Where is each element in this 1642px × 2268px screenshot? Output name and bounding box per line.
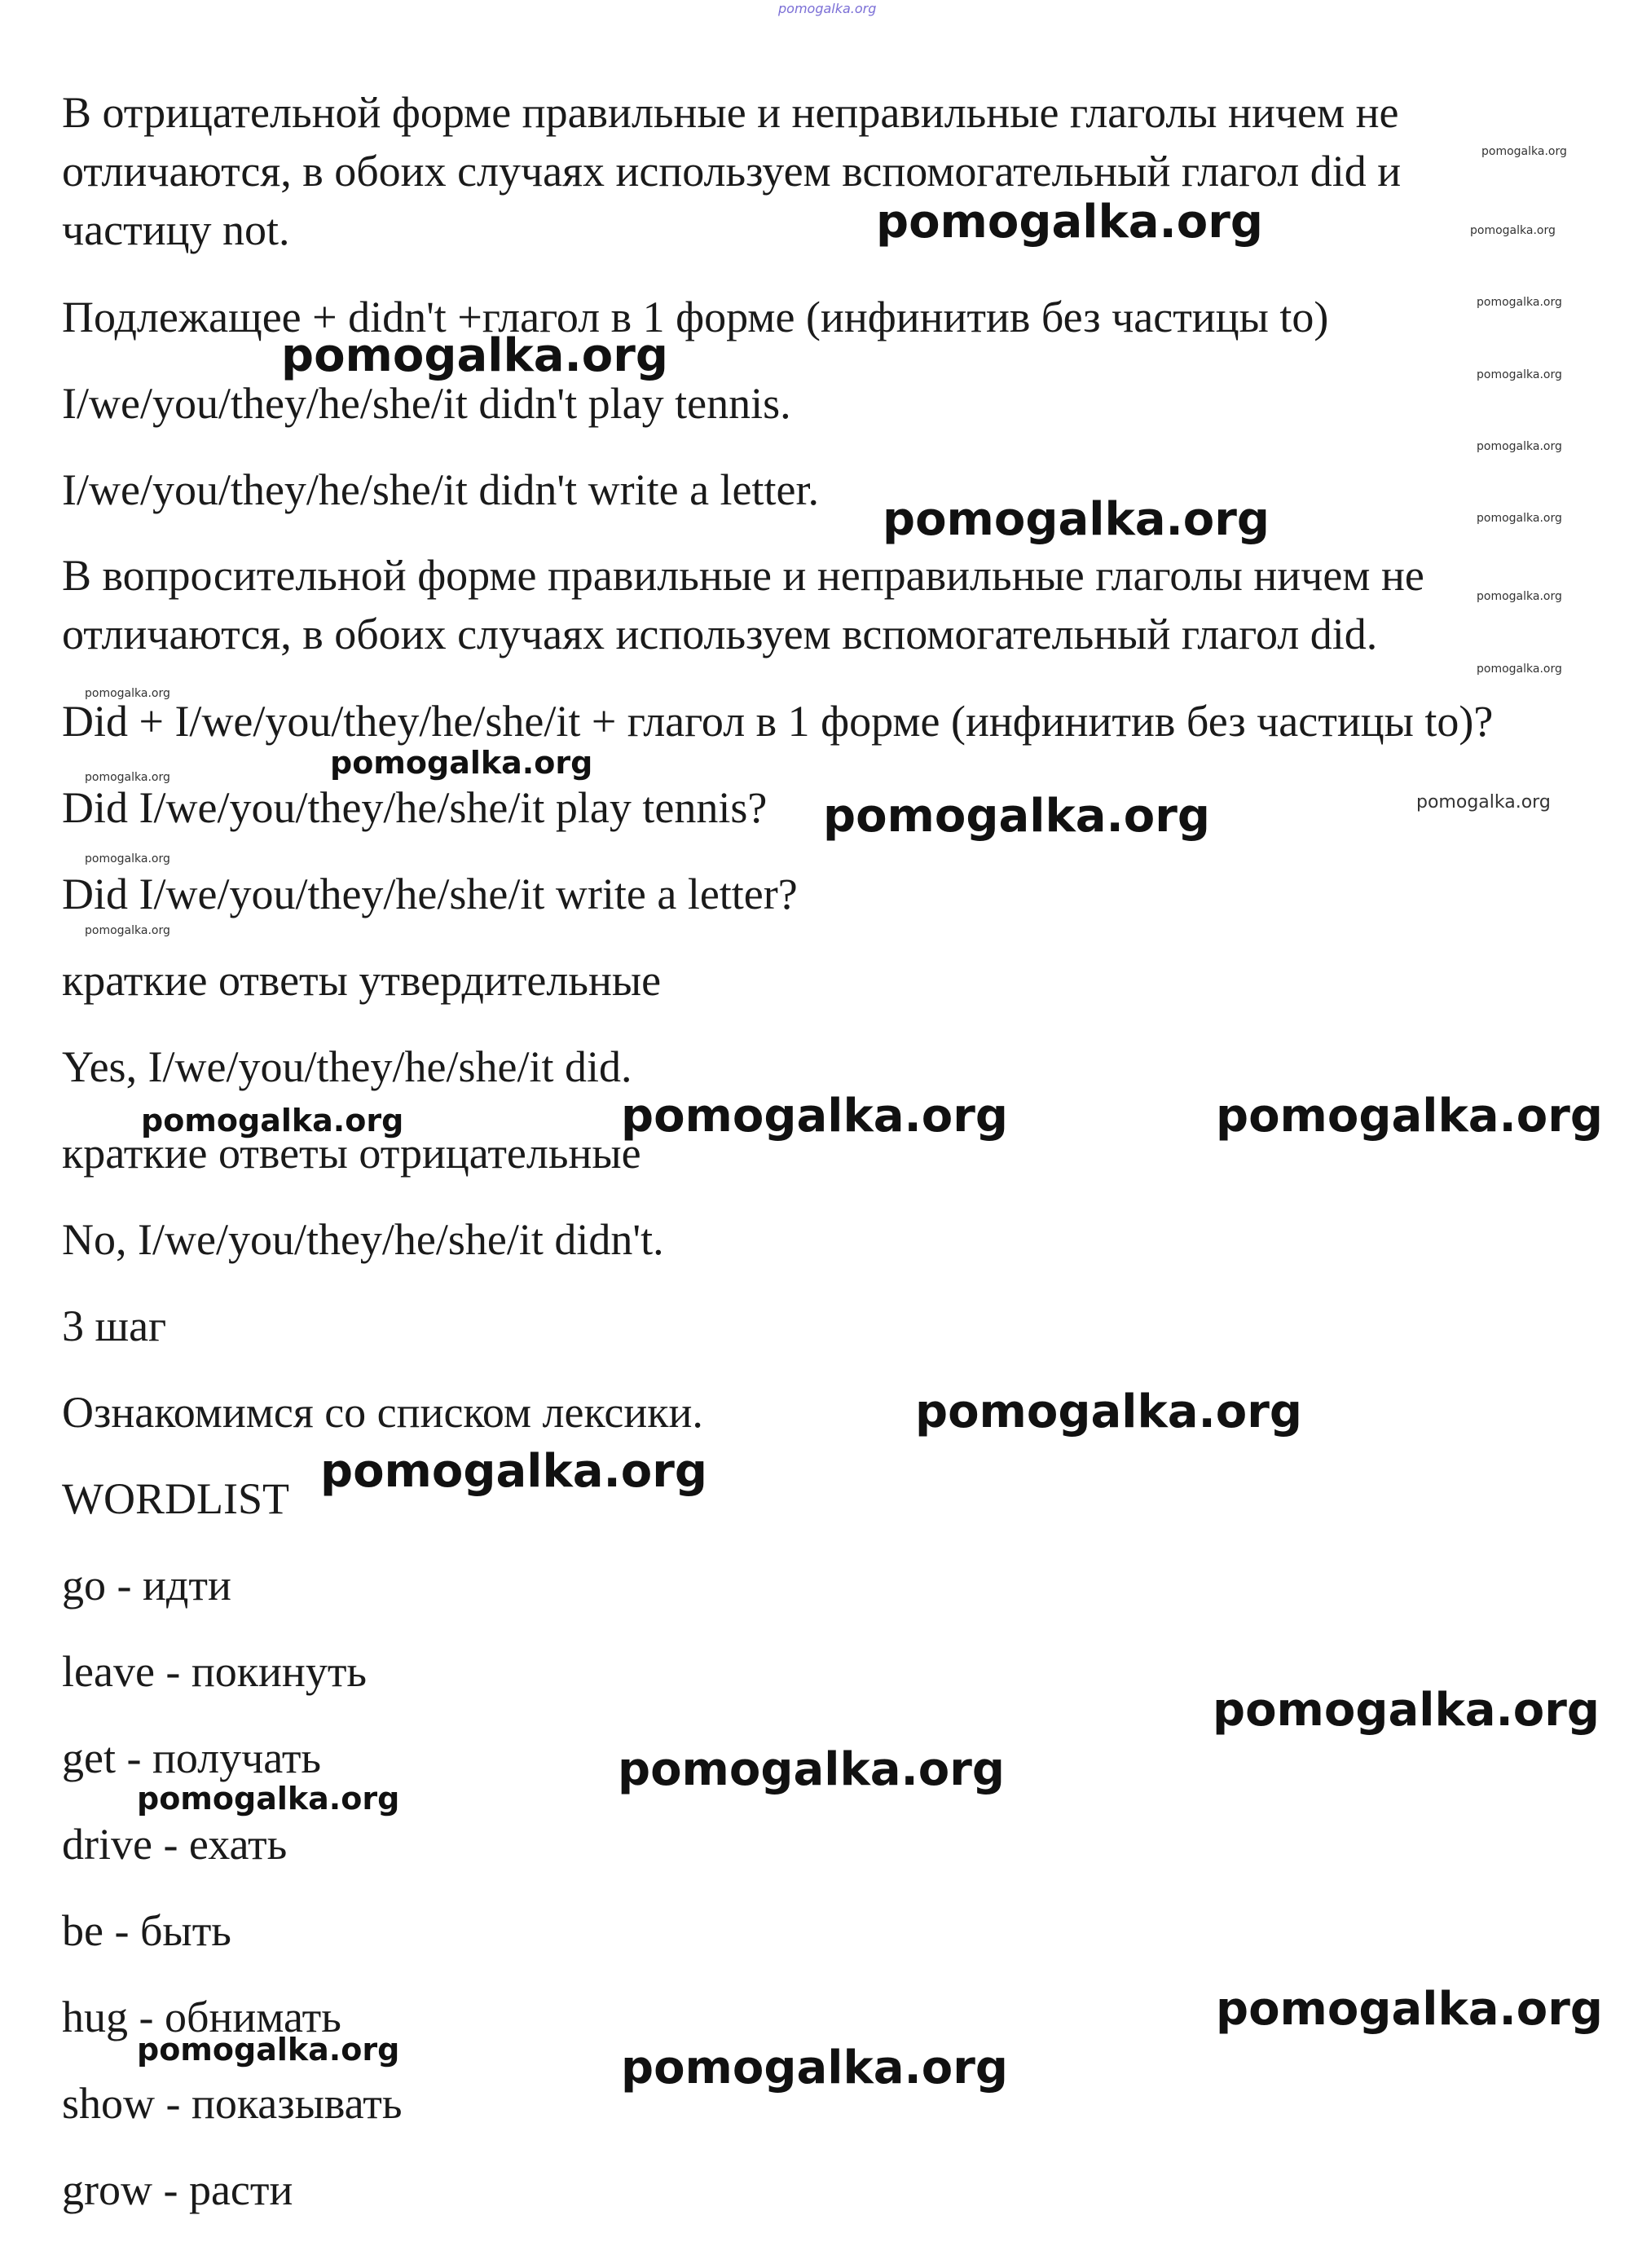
negative-rule-line-1: В отрицательной форме правильные и неправильные глаголы ничем не: [62, 88, 1399, 137]
watermark: pomogalka.org: [281, 329, 668, 382]
negative-formula: Подлежащее + didn't +глагол в 1 форме (инфинитив без частицы to): [62, 293, 1329, 341]
question-rule-line-2: отличаются, в обоих случаях используем вспомогательный глагол did.: [62, 610, 1378, 658]
watermark: pomogalka.org: [621, 2041, 1008, 2094]
watermark: pomogalka.org: [876, 196, 1263, 249]
watermark-top: pomogalka.org: [778, 1, 877, 16]
wordlist-item: get - получать: [62, 1733, 322, 1782]
wordlist-item: drive - ехать: [62, 1820, 288, 1869]
watermark: pomogalka.org: [1477, 296, 1562, 309]
negative-example-1: I/we/you/they/he/she/it didn't play tennis.: [62, 379, 791, 428]
step-heading: 3 шаг: [62, 1301, 167, 1350]
watermark: pomogalka.org: [85, 924, 170, 937]
wordlist-item: be - быть: [62, 1906, 231, 1955]
watermark: pomogalka.org: [1213, 1684, 1600, 1737]
watermark: pomogalka.org: [1477, 590, 1562, 603]
watermark: pomogalka.org: [1477, 663, 1562, 676]
watermark: pomogalka.org: [141, 1103, 404, 1138]
watermark: pomogalka.org: [823, 790, 1210, 843]
wordlist-item: hug - обнимать: [62, 1993, 341, 2041]
negative-example-2: I/we/you/they/he/she/it didn't write a letter.: [62, 465, 819, 514]
wordlist-title: WORDLIST: [62, 1474, 289, 1523]
watermark: pomogalka.org: [1470, 224, 1556, 237]
watermark: pomogalka.org: [85, 852, 170, 865]
question-example-2: Did I/we/you/they/he/she/it write a letter?: [62, 870, 798, 918]
short-answers-negative-label: краткие ответы отрицательные: [62, 1129, 641, 1178]
negative-rule-line-3: частицу not.: [62, 205, 290, 254]
watermark: pomogalka.org: [137, 2032, 400, 2068]
question-rule-line-1: В вопросительной форме правильные и неправильные глаголы ничем не: [62, 551, 1424, 600]
watermark: pomogalka.org: [85, 771, 170, 784]
question-example-1: Did I/we/you/they/he/she/it play tennis?: [62, 783, 768, 832]
watermark: pomogalka.org: [618, 1743, 1005, 1796]
watermark: pomogalka.org: [621, 1090, 1008, 1143]
watermark: pomogalka.org: [1477, 512, 1562, 525]
watermark: pomogalka.org: [915, 1385, 1302, 1438]
watermark: pomogalka.org: [1216, 1090, 1603, 1143]
question-formula: Did + I/we/you/they/he/she/it + глагол в 1 форме (инфинитив без частицы to)?: [62, 697, 1494, 746]
watermark: pomogalka.org: [1481, 145, 1567, 158]
watermark: pomogalka.org: [1216, 1983, 1603, 2036]
watermark: pomogalka.org: [1416, 792, 1551, 813]
wordlist-item: go - идти: [62, 1561, 231, 1610]
short-answers-positive-label: краткие ответы утвердительные: [62, 956, 662, 1005]
watermark: pomogalka.org: [1477, 440, 1562, 453]
short-answer-negative: No, I/we/you/they/he/she/it didn't.: [62, 1215, 664, 1264]
watermark: pomogalka.org: [1477, 368, 1562, 381]
short-answer-positive: Yes, I/we/you/they/he/she/it did.: [62, 1042, 632, 1091]
watermark: pomogalka.org: [85, 687, 170, 700]
wordlist-item: show - показывать: [62, 2079, 403, 2128]
negative-rule-line-2: отличаются, в обоих случаях используем вспомогательный глагол did и: [62, 147, 1402, 196]
wordlist-item: grow - расти: [62, 2165, 293, 2214]
watermark: pomogalka.org: [137, 1781, 400, 1817]
wordlist-item: leave - покинуть: [62, 1647, 368, 1696]
watermark: pomogalka.org: [320, 1445, 707, 1498]
wordlist-intro: Ознакомимся со списком лексики.: [62, 1388, 703, 1437]
watermark: pomogalka.org: [330, 745, 593, 781]
watermark: pomogalka.org: [883, 493, 1270, 546]
